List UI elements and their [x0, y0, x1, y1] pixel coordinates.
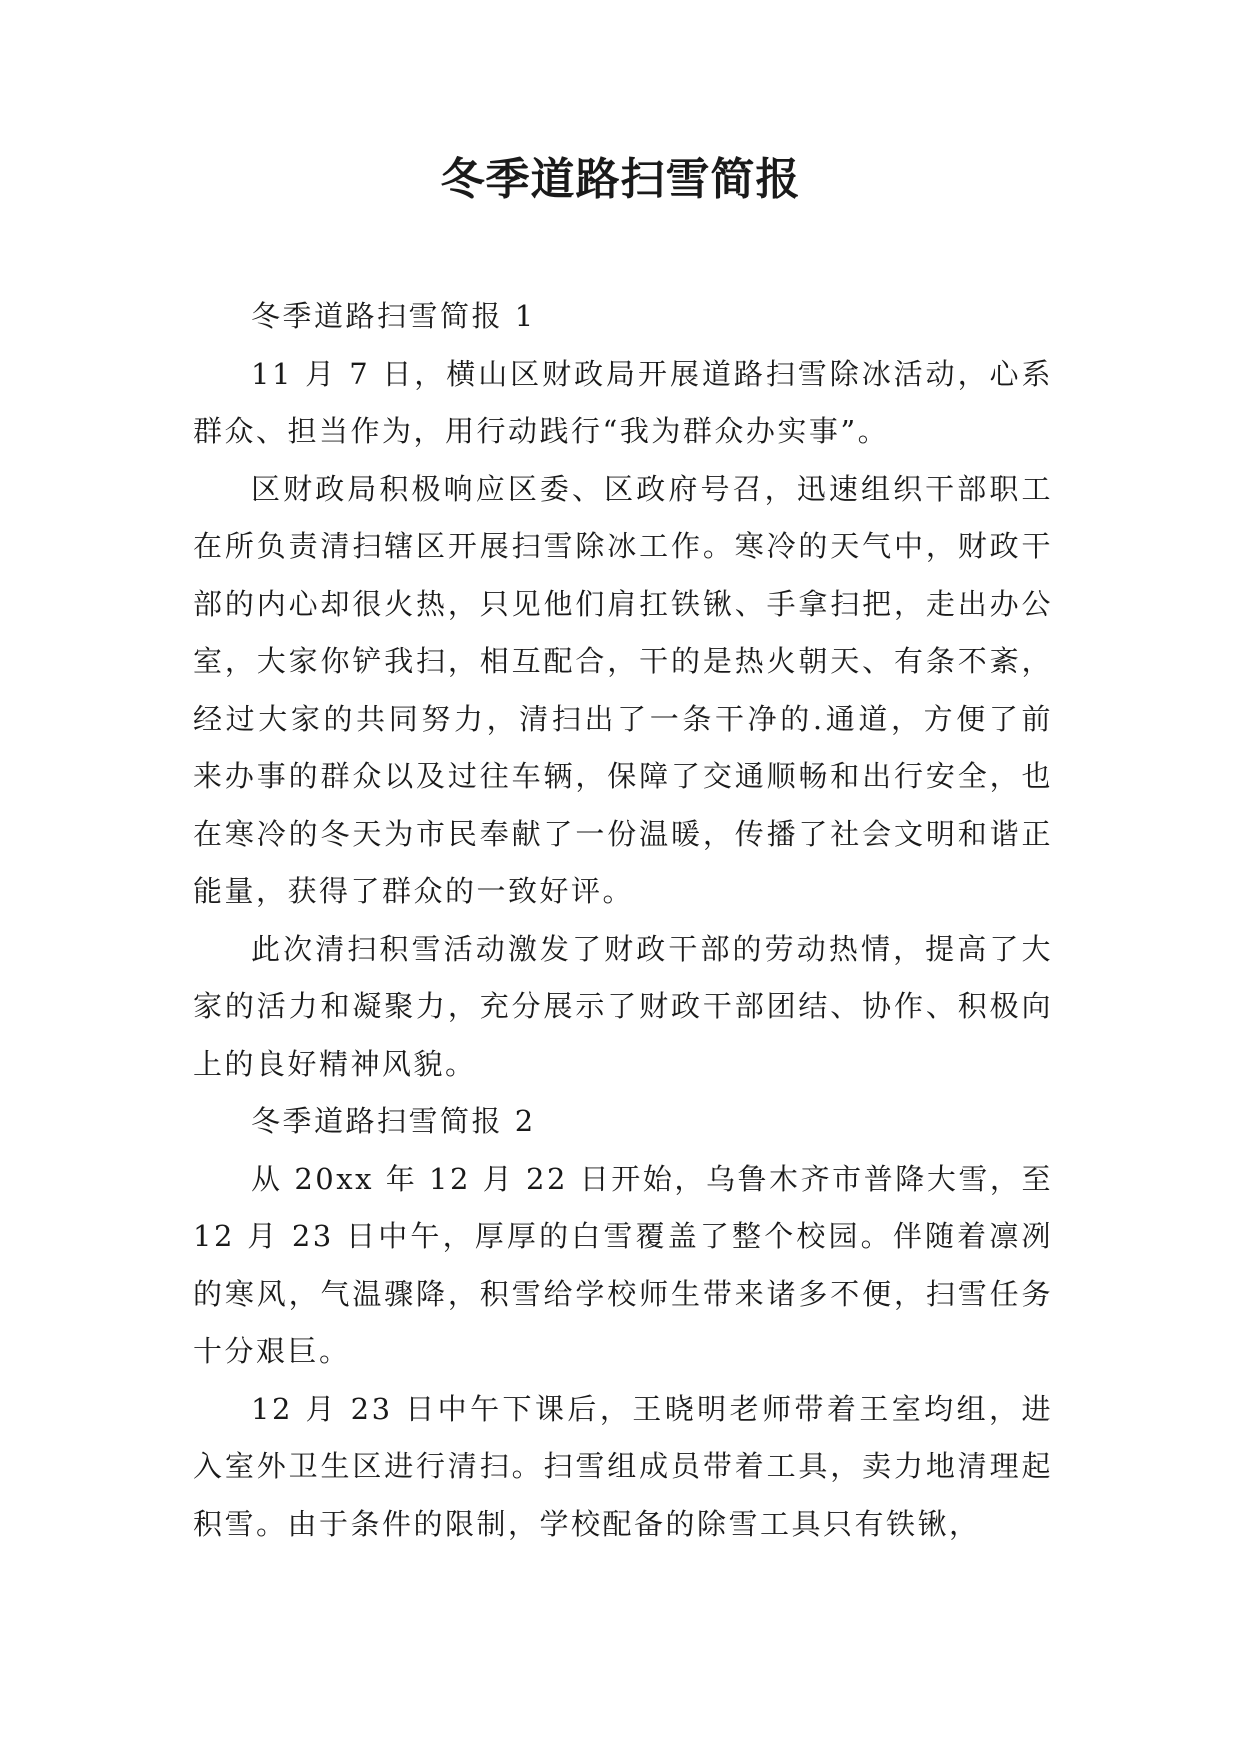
document-title: 冬季道路扫雪简报	[440, 154, 801, 205]
paragraph: 12 月 23 日中午下课后，王晓明老师带着王室均组，进入室外卫生区进行清扫。扫雪组成员带着工具，卖力地清理起积雪。由于条件的限制，学校配备的除雪工具只有铁锹，	[193, 1391, 1053, 1541]
section-heading: 冬季道路扫雪简报 2	[251, 1104, 536, 1138]
paragraph: 区财政局积极响应区委、区政府号召，迅速组织干部职工在所负责清扫辖区开展扫雪除冰工作。寒冷的天气中，财政干部的内心却很火热，只见他们肩扛铁锹、手拿扫把，走出办公室，大家你铲我扫，相互配合，干的是热火朝天、有条不紊，经过大家的共同努力，清扫出了一条干净的.通道，方便了前来办事的群众以及过往车辆，保障了交通顺畅和出行安全，也在寒冷的冬天为市民奉献了一份温暖，传播了社会文明和谐正能量，获得了群众的一致好评。	[193, 471, 1053, 908]
document-body	[193, 288, 1053, 1553]
paragraph: 此次清扫积雪活动激发了财政干部的劳动热情，提高了大家的活力和凝聚力，充分展示了财政干部团结、协作、积极向上的良好精神风貌。	[193, 931, 1053, 1081]
paragraph: 从 20xx 年 12 月 22 日开始，乌鲁木齐市普降大雪，至 12 月 23 日中午，厚厚的白雪覆盖了整个校园。伴随着凛冽的寒风，气温骤降，积雪给学校师生带来诸多不便，扫雪任务十分艰巨。	[193, 1161, 1053, 1368]
paragraph: 11 月 7 日，横山区财政局开展道路扫雪除冰活动，心系群众、担当作为，用行动践行“我为群众办实事”。	[193, 356, 1053, 448]
section-heading: 冬季道路扫雪简报 1	[251, 299, 536, 333]
